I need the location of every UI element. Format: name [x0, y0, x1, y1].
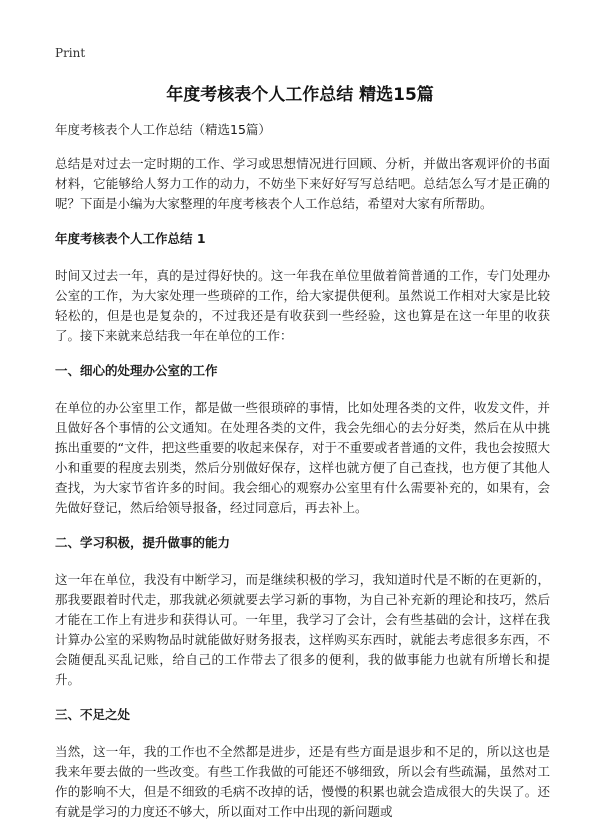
- article-body: [55, 120, 550, 828]
- section-heading-2: 二、学习积极，提升做事的能力: [55, 535, 231, 550]
- page-title: 年度考核表个人工作总结 精选15篇: [166, 85, 434, 105]
- section-heading-1: 一、细心的处理办公室的工作: [55, 363, 218, 378]
- article-subtitle: 年度考核表个人工作总结（精选15篇）: [55, 122, 271, 137]
- paragraph-4: 当然，这一年，我的工作也不全然都是进步，还是有些方面是退步和不足的，所以这也是我来年要去做的一些改变。有些工作我做的可能还不够细致，所以会有些疏漏，虽然对工作的影响不大，但是不细致的毛病不改掉的话，慢慢的积累也就会造成很大的失误了。还有就是学习的力度还不够大，所以面对工作中出现的新问题或: [55, 744, 550, 819]
- intro-paragraph: 总结是对过去一定时期的工作、学习或思想情况进行回顾、分析，并做出客观评价的书面材料，它能够给人努力工作的动力，不妨坐下来好好写写总结吧。总结怎么写才是正确的呢？下面是小编为大家整理的年度考核表个人工作总结，希望对大家有所帮助。: [55, 156, 550, 211]
- summary-heading-1: 年度考核表个人工作总结 1: [55, 231, 206, 246]
- print-link[interactable]: Print: [55, 46, 86, 60]
- paragraph-2: 在单位的办公室里工作，都是做一些很琐碎的事情，比如处理各类的文件，收发文件，并且做好各个事情的公文通知。在处理各类的文件，我会先细心的去分好类，然后在从中挑拣出重要的“文件，把这些重要的收起来保存，对于不重要或者普通的文件，我也会按照大小和重要的程度去别类，然后分别做好保存，这样也就方便了自己查找，也方便了其他人查找，为大家节省许多的时间。我会细心的观察办公室里有什么需要补充的，如果有，会先做好登记，然后给领导报备，经过同意后，再去补上。: [55, 400, 550, 515]
- paragraph-1: 时间又过去一年，真的是过得好快的。这一年我在单位里做着简普通的工作，专门处理办公室的工作，为大家处理一些琐碎的工作，给大家提供便利。虽然说工作相对大家是比较轻松的，但是也是复杂的，不过我还是有收获到一些经验，这也算是在这一年里的收获了。接下来就来总结我一年在单位的工作：: [55, 268, 550, 343]
- section-heading-3: 三、不足之处: [55, 707, 131, 722]
- paragraph-3: 这一年在单位，我没有中断学习，而是继续积极的学习，我知道时代是不断的在更新的，那我要跟着时代走，那我就必须就要去学习新的事物，为自己补充新的理论和技巧，然后才能在工作上有进步和获得认可。一年里，我学习了会计，会有些基础的会计，这样在我计算办公室的采购物品时就能做好财务报表，这样购买东西时，就能去考虑很多东西，不会随便乱买乱记账，给自己的工作带去了很多的便利，我的做事能力也就有所增长和提升。: [55, 572, 550, 687]
